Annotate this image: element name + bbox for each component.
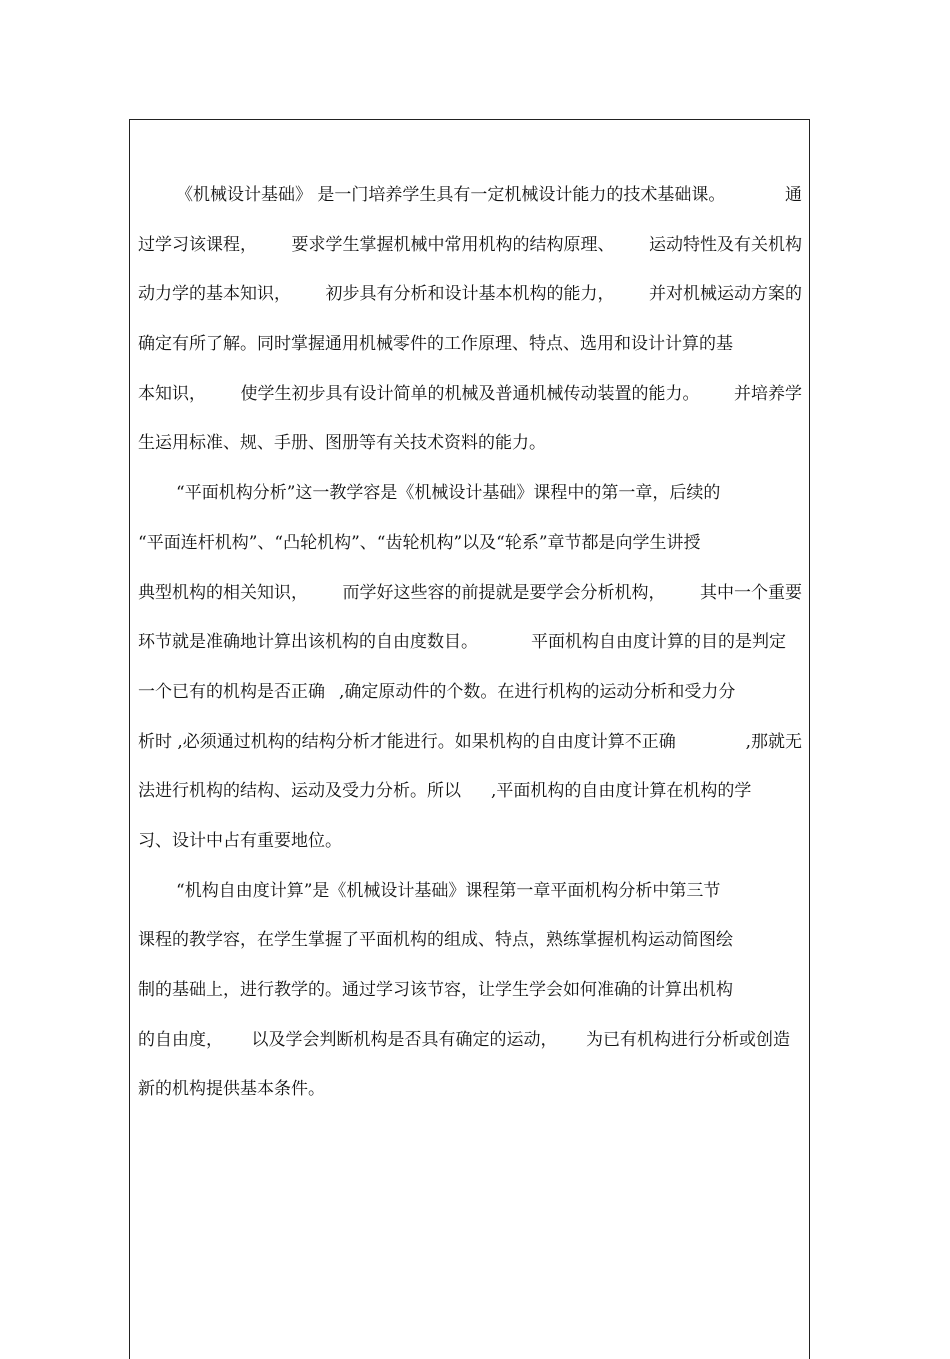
paragraph-3 — [138, 876, 802, 1124]
text-segment: 其中一个重要 — [700, 582, 802, 603]
text-line — [138, 180, 802, 230]
text-line — [138, 727, 802, 777]
text-segment: 析时 ,必须通过机构的结构分析才能进行。如果机构的自由度计算不正确 — [138, 731, 676, 752]
text-segment: 生运用标准、规、手册、图册等有关技术资料的能力。 — [138, 433, 546, 454]
text-segment: 过学习该课程， — [138, 234, 257, 255]
text-line — [138, 578, 802, 628]
paragraph-2 — [138, 478, 802, 876]
text-segment: 典型机构的相关知识， — [138, 582, 308, 603]
text-segment: 制的基础上，进行教学的。通过学习该节容，让学生学会如何准确的计算出机构 — [138, 980, 733, 1000]
text-segment: “平面连杆机构”、“凸轮机构”、“齿轮机构”以及“轮系”章节都是向学生讲授 — [138, 532, 701, 553]
text-line — [138, 528, 802, 578]
text-line — [138, 279, 802, 329]
text-line — [138, 478, 802, 528]
text-segment: 并培养学 — [734, 383, 802, 404]
text-segment: 运动特性及有关机构 — [649, 234, 802, 255]
text-segment: ,那就无 — [745, 731, 802, 752]
text-line — [138, 1025, 802, 1075]
text-line — [138, 1074, 802, 1124]
text-segment: 平面机构自由度计算的目的是判定 — [531, 632, 786, 653]
text-segment: ,确定原动件的个数。在进行机构的运动分析和受力分 — [339, 681, 736, 702]
text-line — [138, 876, 802, 926]
text-segment: 而学好这些容的前提就是要学会分析机构， — [342, 582, 666, 603]
text-line — [138, 428, 802, 478]
text-line — [138, 230, 802, 280]
text-segment: 使学生初步具有设计简单的机械及普通机械传动装置的能力。 — [240, 383, 700, 404]
text-line — [138, 975, 802, 1025]
text-segment: 并对机械运动方案的 — [649, 284, 802, 305]
text-segment: 习、设计中占有重要地位。 — [138, 830, 342, 851]
text-segment: 《机械设计基础》 是一门培养学生具有一定机械设计能力的技术基础课。 — [176, 185, 726, 205]
text-segment: 的自由度， — [138, 1029, 223, 1050]
text-segment: 课程的教学容，在学生掌握了平面机构的组成、特点，熟练掌握机构运动简图绘 — [138, 930, 733, 951]
text-line — [138, 925, 802, 975]
text-segment: “机构自由度计算”是《机械设计基础》课程第一章平面机构分析中第三节 — [176, 880, 721, 901]
text-segment: 以及学会判断机构是否具有确定的运动， — [251, 1029, 558, 1050]
text-segment: 本知识， — [138, 383, 206, 404]
document-body — [138, 180, 802, 1124]
text-segment: 环节就是准确地计算出该机构的自由度数目。 — [138, 632, 478, 653]
text-segment: 一个已有的机构是否正确 — [138, 681, 325, 702]
paragraph-1 — [138, 180, 802, 478]
text-line — [138, 627, 802, 677]
text-segment: 确定有所了解。同时掌握通用机械零件的工作原理、特点、选用和设计计算的基 — [138, 334, 733, 355]
text-segment: 初步具有分析和设计基本机构的能力， — [325, 284, 615, 305]
text-segment: 为已有机构进行分析或创造 — [586, 1029, 790, 1050]
text-segment: 新的机构提供基本条件。 — [138, 1079, 325, 1100]
text-line — [138, 677, 802, 727]
text-segment: ,平面机构的自由度计算在机构的学 — [491, 781, 752, 802]
text-segment: 要求学生掌握机械中常用机构的结构原理、 — [291, 234, 615, 255]
text-segment: 动力学的基本知识， — [138, 284, 291, 305]
text-line — [138, 379, 802, 429]
text-line — [138, 329, 802, 379]
text-line — [138, 826, 802, 876]
text-segment: “平面机构分析”这一教学容是《机械设计基础》课程中的第一章，后续的 — [176, 483, 721, 504]
text-segment: 法进行机构的结构、运动及受力分析。所以 — [138, 781, 461, 802]
text-segment: 通 — [785, 185, 802, 205]
text-line — [138, 776, 802, 826]
